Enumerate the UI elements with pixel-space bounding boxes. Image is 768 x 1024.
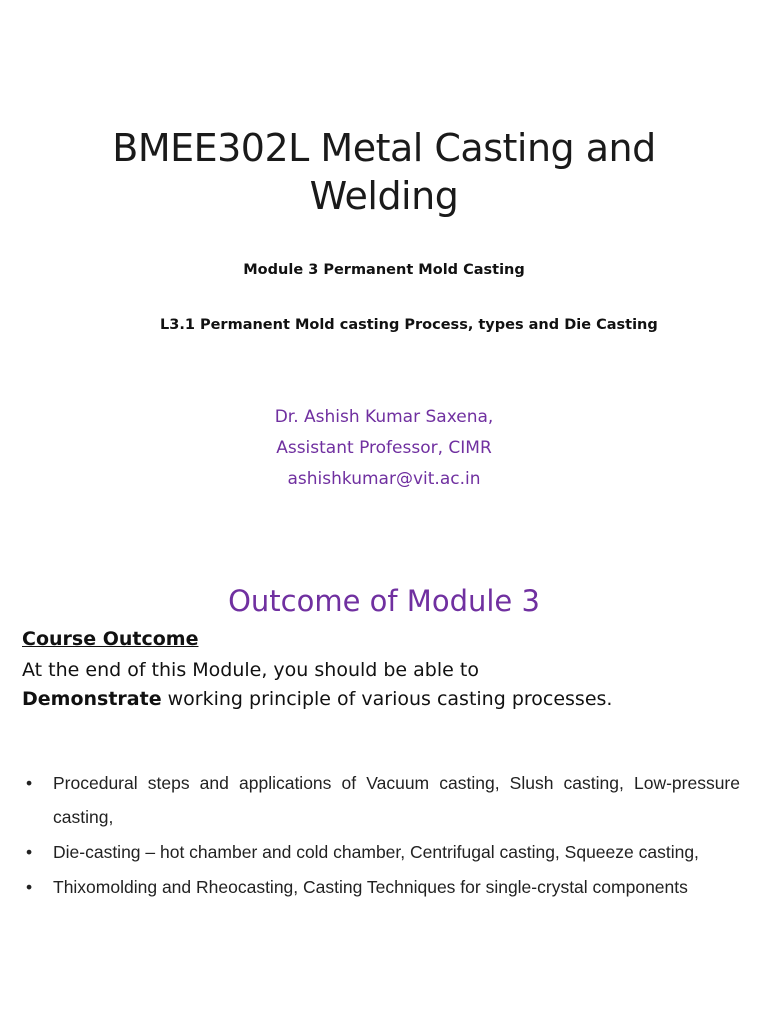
demonstrate-bold: Demonstrate: [22, 688, 162, 710]
bullet-icon: •: [26, 773, 33, 793]
slide-outcome: [0, 560, 768, 1024]
author-block: [0, 402, 768, 495]
bullet-icon: •: [26, 842, 33, 862]
outcome-title: Outcome of Module 3: [228, 584, 540, 618]
lesson-subtitle: L3.1 Permanent Mold casting Process, types and Die Casting: [160, 317, 658, 333]
intro-line: At the end of this Module, you should be able to: [22, 659, 479, 681]
outcome-bullet-list: [22, 766, 740, 905]
author-email: ashishkumar@vit.ac.in: [287, 469, 481, 489]
bullet-icon: •: [26, 877, 33, 897]
list-item: [22, 766, 740, 834]
title-line-1: BMEE302L Metal Casting and: [112, 126, 656, 170]
list-item: [22, 870, 740, 904]
list-item: [22, 835, 740, 869]
module-subtitle: Module 3 Permanent Mold Casting: [243, 262, 525, 278]
demonstrate-line: [22, 685, 612, 714]
slide-title-heading: [0, 124, 768, 220]
bullet-text: Procedural steps and applications of Vacuum casting, Slush casting, Low-pressure casting,: [53, 773, 740, 827]
author-name: Dr. Ashish Kumar Saxena,: [274, 407, 494, 427]
course-outcome-heading: Course Outcome: [22, 628, 199, 650]
bullet-text: Die-casting – hot chamber and cold chamber, Centrifugal casting, Squeeze casting,: [53, 842, 699, 862]
author-position: Assistant Professor, CIMR: [276, 438, 492, 458]
title-line-2: Welding: [309, 174, 459, 218]
outcome-intro: [22, 656, 612, 714]
demonstrate-rest: working principle of various casting processes.: [161, 688, 613, 710]
bullet-text: Thixomolding and Rheocasting, Casting Techniques for single-crystal components: [53, 877, 688, 897]
